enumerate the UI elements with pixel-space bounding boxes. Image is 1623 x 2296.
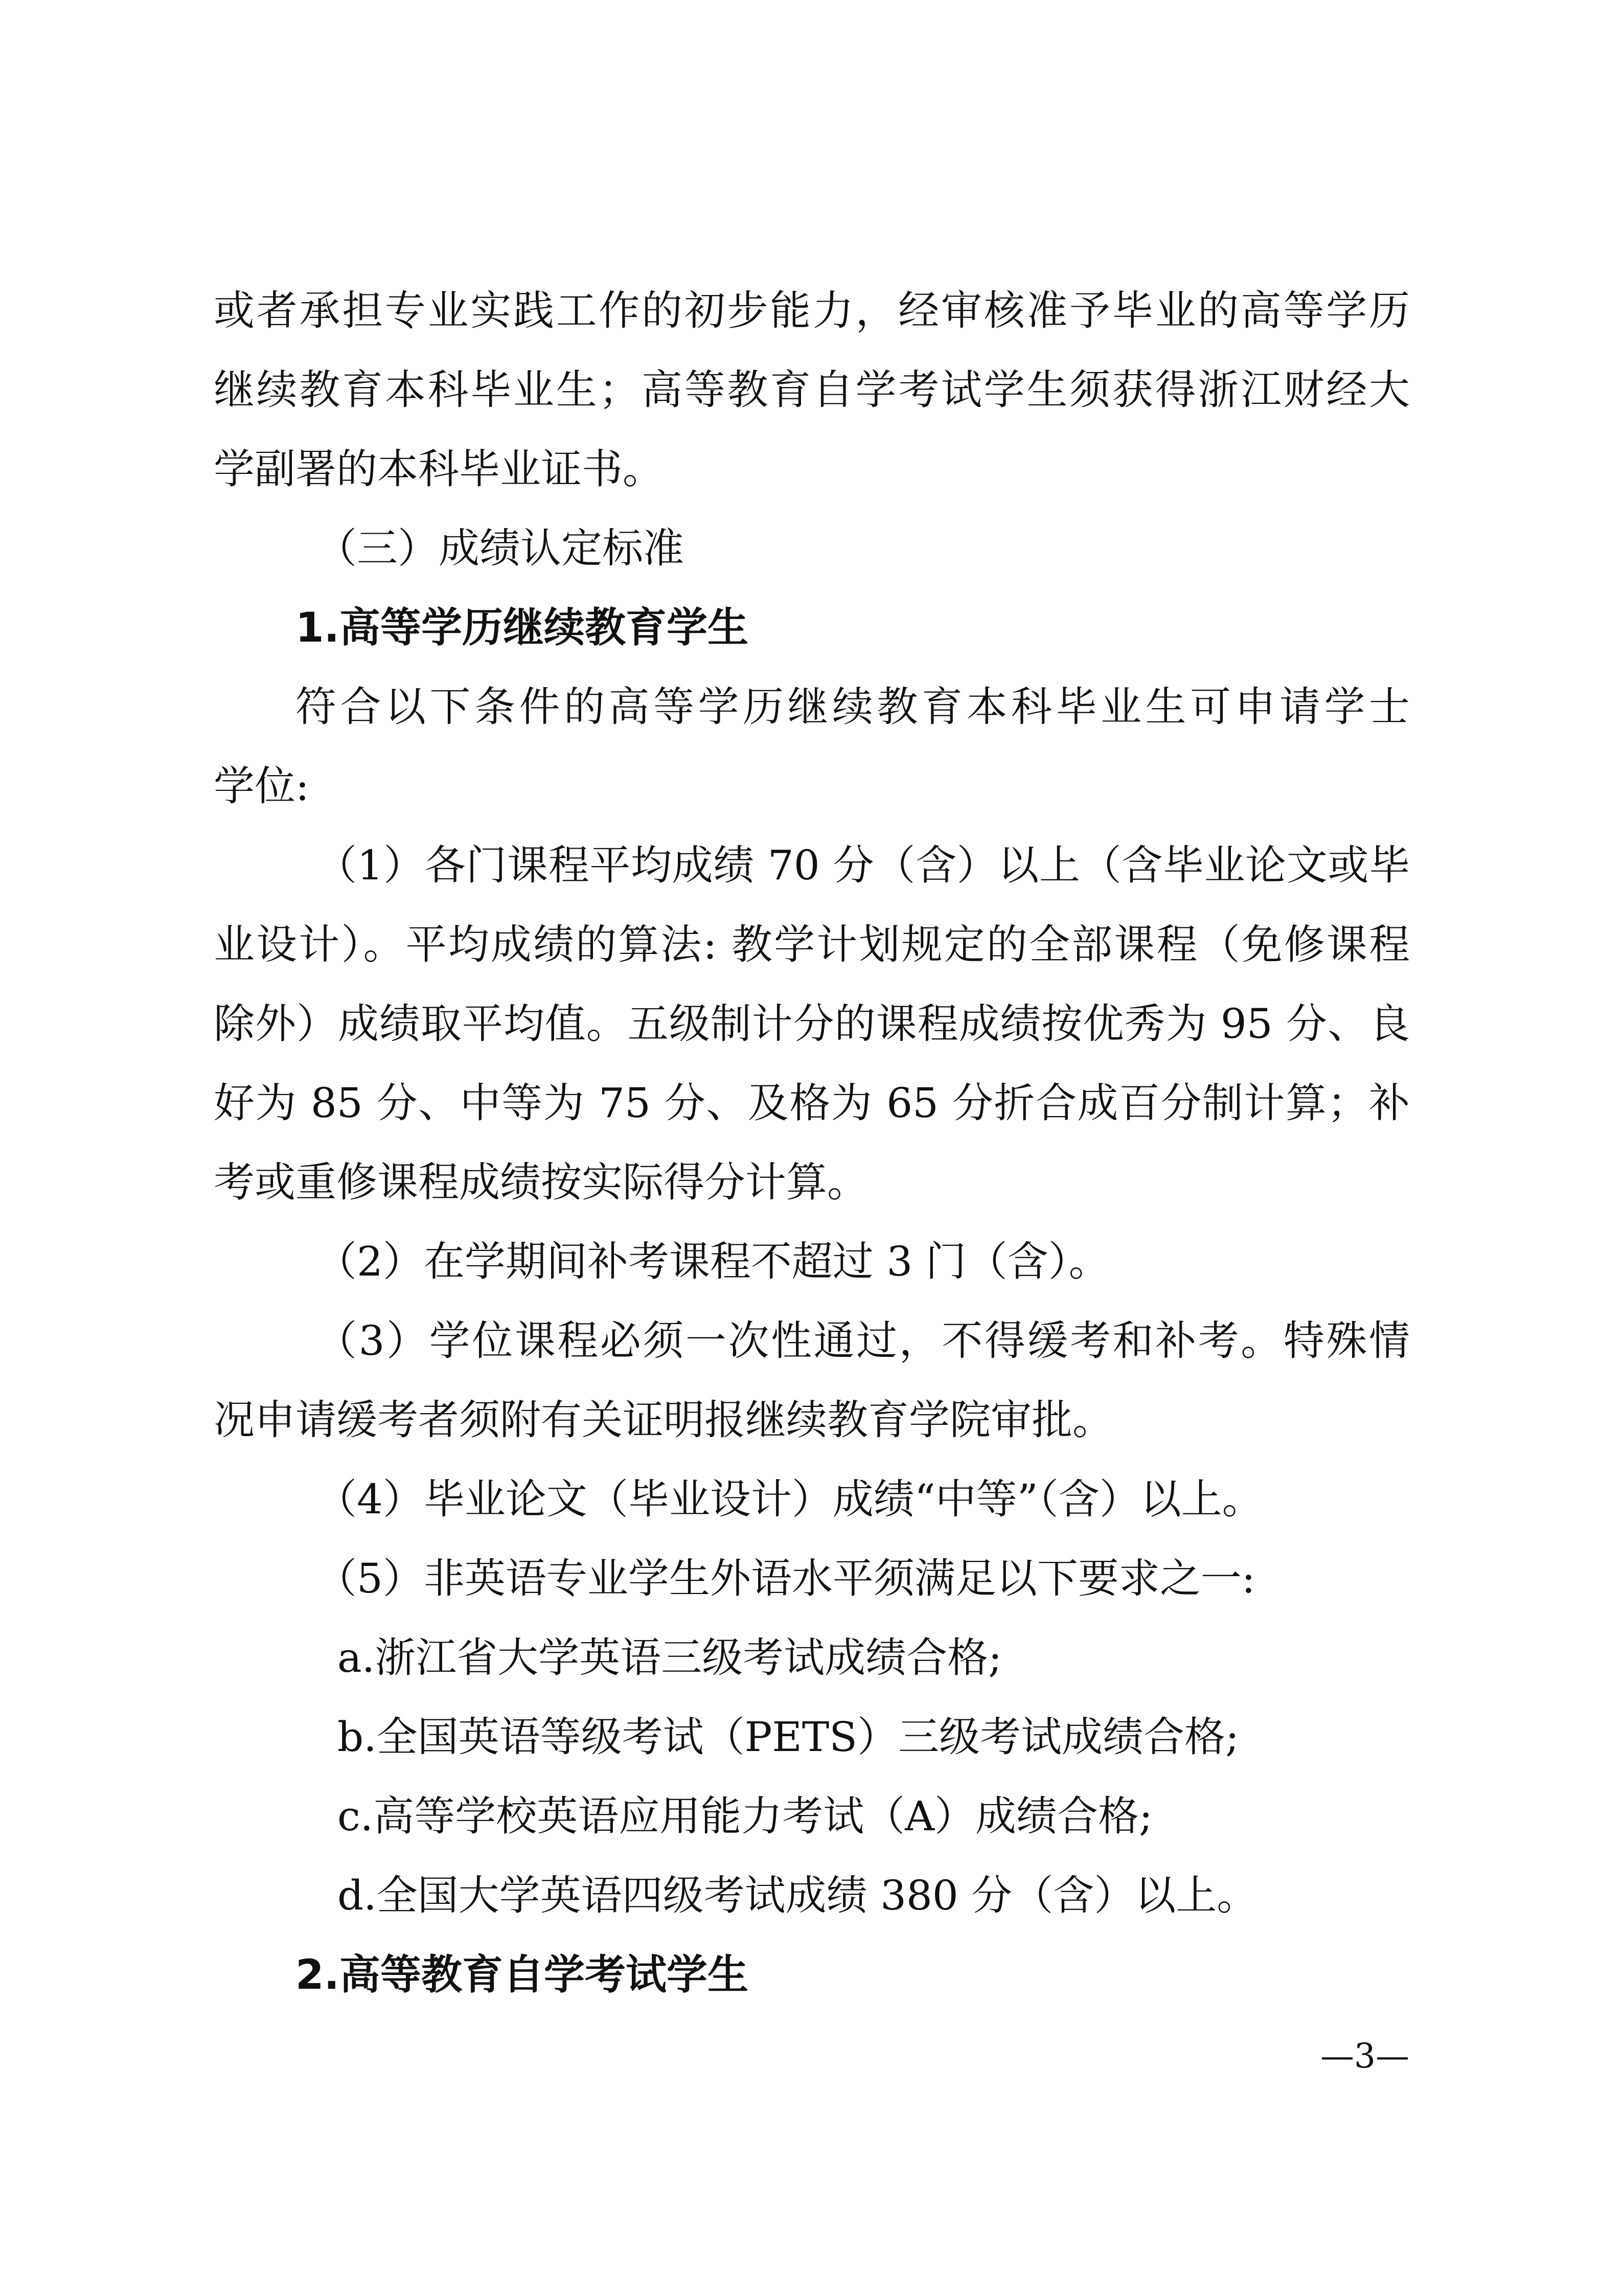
body-line-1: 或者承担专业实践工作的初步能力，经审核准予毕业的高等学历 xyxy=(214,287,1410,334)
item-5: （5）非英语专业学生外语水平须满足以下要求之一: xyxy=(316,1555,1255,1602)
subsection-heading-1: 1.高等学历继续教育学生 xyxy=(295,604,749,651)
item-3-line-2: 况申请缓考者须附有关证明报继续教育学院审批。 xyxy=(214,1396,1113,1444)
item-1-line-5: 考或重修课程成绩按实际得分计算。 xyxy=(214,1158,868,1206)
option-b: b.全国英语等级考试（PETS）三级考试成绩合格; xyxy=(337,1713,1239,1761)
item-4: （4）毕业论文（毕业设计）成绩“中等”（含）以上。 xyxy=(316,1475,1263,1523)
subsection-heading-2: 2.高等教育自学考试学生 xyxy=(295,1951,749,1998)
option-d: d.全国大学英语四级考试成绩 380 分（含）以上。 xyxy=(337,1872,1258,1919)
body-line-7: 学位: xyxy=(214,762,309,810)
item-1-line-1: （1）各门课程平均成绩 70 分（含）以上（含毕业论文或毕 xyxy=(316,842,1410,889)
body-line-6: 符合以下条件的高等学历继续教育本科毕业生可申请学士 xyxy=(295,683,1410,731)
option-a: a.浙江省大学英语三级考试成绩合格; xyxy=(337,1634,1002,1681)
item-1-line-3: 除外）成绩取平均值。五级制计分的课程成绩按优秀为 95 分、良 xyxy=(214,1000,1410,1048)
body-line-2: 继续教育本科毕业生；高等教育自学考试学生须获得浙江财经大 xyxy=(214,366,1410,414)
option-c: c.高等学校英语应用能力考试（A）成绩合格; xyxy=(337,1792,1153,1840)
body-line-3: 学副署的本科毕业证书。 xyxy=(214,445,664,493)
item-1-line-2: 业设计）。平均成绩的算法: 教学计划规定的全部课程（免修课程 xyxy=(214,921,1410,968)
page-number: —3— xyxy=(1320,2036,1409,2076)
section-heading: （三）成绩认定标准 xyxy=(316,525,684,572)
item-2: （2）在学期间补考课程不超过 3 门（含）。 xyxy=(316,1238,1110,1285)
item-3-line-1: （3）学位课程必须一次性通过，不得缓考和补考。特殊情 xyxy=(316,1317,1410,1365)
item-1-line-4: 好为 85 分、中等为 75 分、及格为 65 分折合成百分制计算；补 xyxy=(214,1079,1410,1127)
